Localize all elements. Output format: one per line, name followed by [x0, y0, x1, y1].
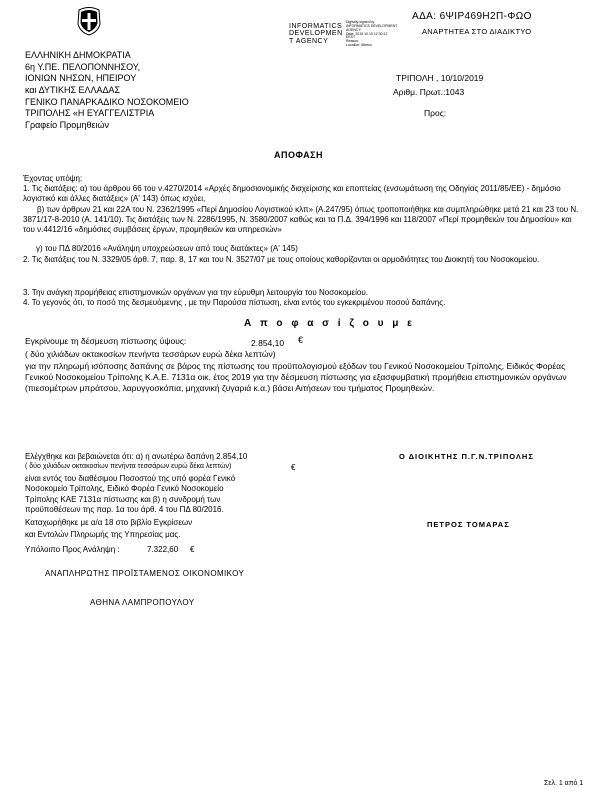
sender-block	[25, 50, 189, 132]
sender-line: Γραφείο Προμηθειών	[25, 120, 109, 131]
remaining-value: 7.322,60	[147, 545, 179, 554]
considering-item-1c: γ) του ΠΔ 80/2016 «Ανάληψη υποχρεώσεων από τους διατάκτες» (Α' 145)	[36, 244, 298, 253]
check-detail-line: Καταχωρήθηκε με α/α 18 στο βιβλίο Εγκρίσεων	[25, 517, 193, 527]
considering-intro: Έχοντας υπόψη:	[23, 174, 83, 183]
remaining-euro: €	[190, 545, 195, 554]
considering-item-1a: 1. Τις διατάξεις: α) του άρθρου 66 του ν.4270/2014 «Αρχές δημοσιονομικής διαχείρισης και εποπτείας (ενσωμάτωση της Οδηγίας 2011/85/ΕΕ) - δημόσιο λογιστικό και άλλες διατάξεις» (Α' 143) όπως ισχύει,	[23, 184, 561, 203]
digital-signature-details	[346, 21, 397, 48]
signature-agency-block	[289, 23, 343, 45]
posting-note: ΑΝΑΡΤΗΤΕΑ ΣΤΟ ΔΙΑΔΙΚΤΥΟ	[422, 27, 532, 36]
check-line-2: ( δύο χιλιάδων οκτακοσίων πενήντα τεσσάρων ευρώ δέκα λεπτών)	[25, 463, 232, 470]
signature-line: Reason:	[346, 39, 360, 44]
considering-item-1b: β) των άρθρων 21 και 22Α του Ν. 2362/1995 «Περί Δημοσίου Λογιστικού κλπ» (Α.247/95) όπως τροποποιήθηκε και συμπληρώθηκε μετά 21 και 23 του Ν. 3871/17-8-2010 (Α. 141/10). Τις διατάξεις των Ν. 2286/1995, Ν. 3580/2007 καθώς και τα Π.Δ. 394/1996 και 118/2007 «Περί προμηθειών του Δημοσίου» και του ν.4412/16 «δημόσιες συμβάσεις έργων, προμηθειών και υπηρεσιών»	[23, 205, 579, 234]
sender-line: ΤΡΙΠΟΛΗΣ «Η ΕΥΑΓΓΕΛΙΣΤΡΙΑ	[25, 108, 155, 119]
remaining-label: Υπόλοιπο Προς Ανάληψη :	[25, 545, 120, 554]
sender-line: ΙΟΝΙΩΝ ΝΗΣΩΝ, ΗΠΕΙΡΟΥ	[25, 73, 137, 84]
recipient-label: Προς:	[424, 108, 447, 118]
decide-heading: Α π ο φ α σ ί ζ ο υ μ ε	[244, 318, 415, 329]
document-title: ΑΠΟΦΑΣΗ	[274, 150, 324, 160]
signature-line: AGENCY	[346, 27, 361, 32]
greek-emblem-icon	[76, 6, 102, 36]
signature-line: Location: Athens	[346, 43, 372, 48]
considering-item-3: 3. Την ανάγκη προμήθειας επιστημονικών οργάνων για την εύρυθμη λειτουργία του Νοσοκομείου.	[23, 288, 368, 297]
signature-line: Date: 2019.10.10 12:30:12	[346, 31, 388, 36]
sender-line: ΕΛΛΗΝΙΚΗ ΔΗΜΟΚΡΑΤΙΑ	[25, 50, 131, 60]
sender-line: ΓΕΝΙΚΟ ΠΑΝΑΡΚΑΔΙΚΟ ΝΟΣΟΚΟΜΕΙΟ	[25, 96, 189, 107]
page-number: Σελ. 1 από 1	[544, 780, 584, 787]
purpose-text: για την πληρωμή ισόποσης δαπάνης σε βάρος της πίστωσης του προϋπολογισμού εξόδων του Γενικού Νοσοκομείου Τρίπολης, Ειδικός Φορέας Γενικού Νοσοκομείου Τρίπολης Κ.Α.Ε. 7131α οικ. έτος 2019 για την δέσμευση πίστωσης για εξασφυμβατική προμήθεια επιστημονικών οργάνων (πιεσομέτρων μπράτσου, λαρυγγοσκόπια, μηχανική ζυγαριά κ.α.) βάσει Αιτήσεων του τμήματος Προμηθειών.	[25, 361, 567, 394]
protocol-number: Αριθμ. Πρωτ.:1043	[393, 87, 465, 97]
check-detail-line: προϋποθέσεων της παρ. 1α του άρθ. 4 του ΠΔ 80/2016.	[25, 505, 224, 515]
check-detail-line: Τρίπολης ΚΑΕ 7131α πίστωσης και β) η συνδρομή των	[25, 494, 221, 504]
considering-item-4: 4. Το γεγονός ότι, το ποσό της δεσμευόμενης , με την Παρούσα πίστωση, είναι εντός του εγκεκριμένου ποσού δαπάνης.	[23, 298, 446, 307]
place-date: ΤΡΙΠΟΛΗ , 10/10/2019	[396, 73, 484, 83]
sender-line: 6η Υ.ΠΕ. ΠΕΛΟΠΟΝΝΗΣΟΥ,	[25, 61, 141, 72]
check-detail-line: και Εντολών Πληρωμής της Υπηρεσίας μας.	[25, 529, 181, 539]
considering-item-2: 2. Τις διατάξεις του Ν. 3329/05 άρθ. 7, παρ. 8, 17 και του Ν. 3527/07 με τους οποίους καθορίζονται οι αρμοδιότητες του Διοικητή του Νοσοκομείου.	[23, 255, 540, 264]
check-euro: €	[291, 463, 296, 472]
amount-in-words: ( δύο χιλιάδων οκτακοσίων πενήντα τεσσάρων ευρώ δέκα λεπτών)	[25, 349, 276, 359]
currency-symbol: €	[298, 335, 304, 345]
check-details	[25, 474, 235, 540]
signature-line: Digitally signed by	[346, 20, 375, 24]
check-detail-line: είναι εντός του διαθέσιμου Ποσοστού της υπό φορέα Γενικό	[25, 474, 236, 483]
director-name: ΠΕΤΡΟΣ ΤΟΜΑΡΑΣ	[427, 520, 510, 529]
agency-line: T AGENCY	[289, 37, 329, 45]
deputy-title: ΑΝΑΠΛΗΡΩΤΗΣ ΠΡΟΪΣΤΑΜΕΝΟΣ ΟΙΚΟΝΟΜΙΚΟΥ	[45, 569, 245, 578]
director-title: Ο ΔΙΟΙΚΗΤΗΣ Π.Γ.Ν.ΤΡΙΠΟΛΗΣ	[399, 452, 534, 461]
check-line-1: Ελέγχθηκε και βεβαιώνεται ότι: α) η ανωτέρω δαπάνη 2.854,10	[25, 452, 248, 461]
approve-line: Εγκρίνουμε τη δέσμευση πίστωσης ύψους:	[25, 336, 187, 346]
amount: 2.854,10	[251, 338, 285, 348]
agency-line: INFORMATICS	[289, 23, 343, 30]
agency-line: DEVELOPMEN	[289, 30, 343, 38]
check-detail-line: Νοσοκομείο Τρίπολης, Ειδικό Φορέα Γενικό Νοσοκομείο	[25, 484, 224, 494]
signature-line: INFORMATICS DEVELOPMENT	[346, 23, 398, 28]
signature-line: EEST	[346, 35, 356, 40]
sender-line: και ΔΥΤΙΚΗΣ ΕΛΛΑΔΑΣ	[25, 85, 121, 96]
ada-number: ΑΔΑ: 6ΨΙΡ469Η2Π-ΦΩΟ	[412, 11, 532, 22]
deputy-name: ΑΘΗΝΑ ΛΑΜΠΡΟΠΟΥΛΟΥ	[90, 598, 195, 607]
